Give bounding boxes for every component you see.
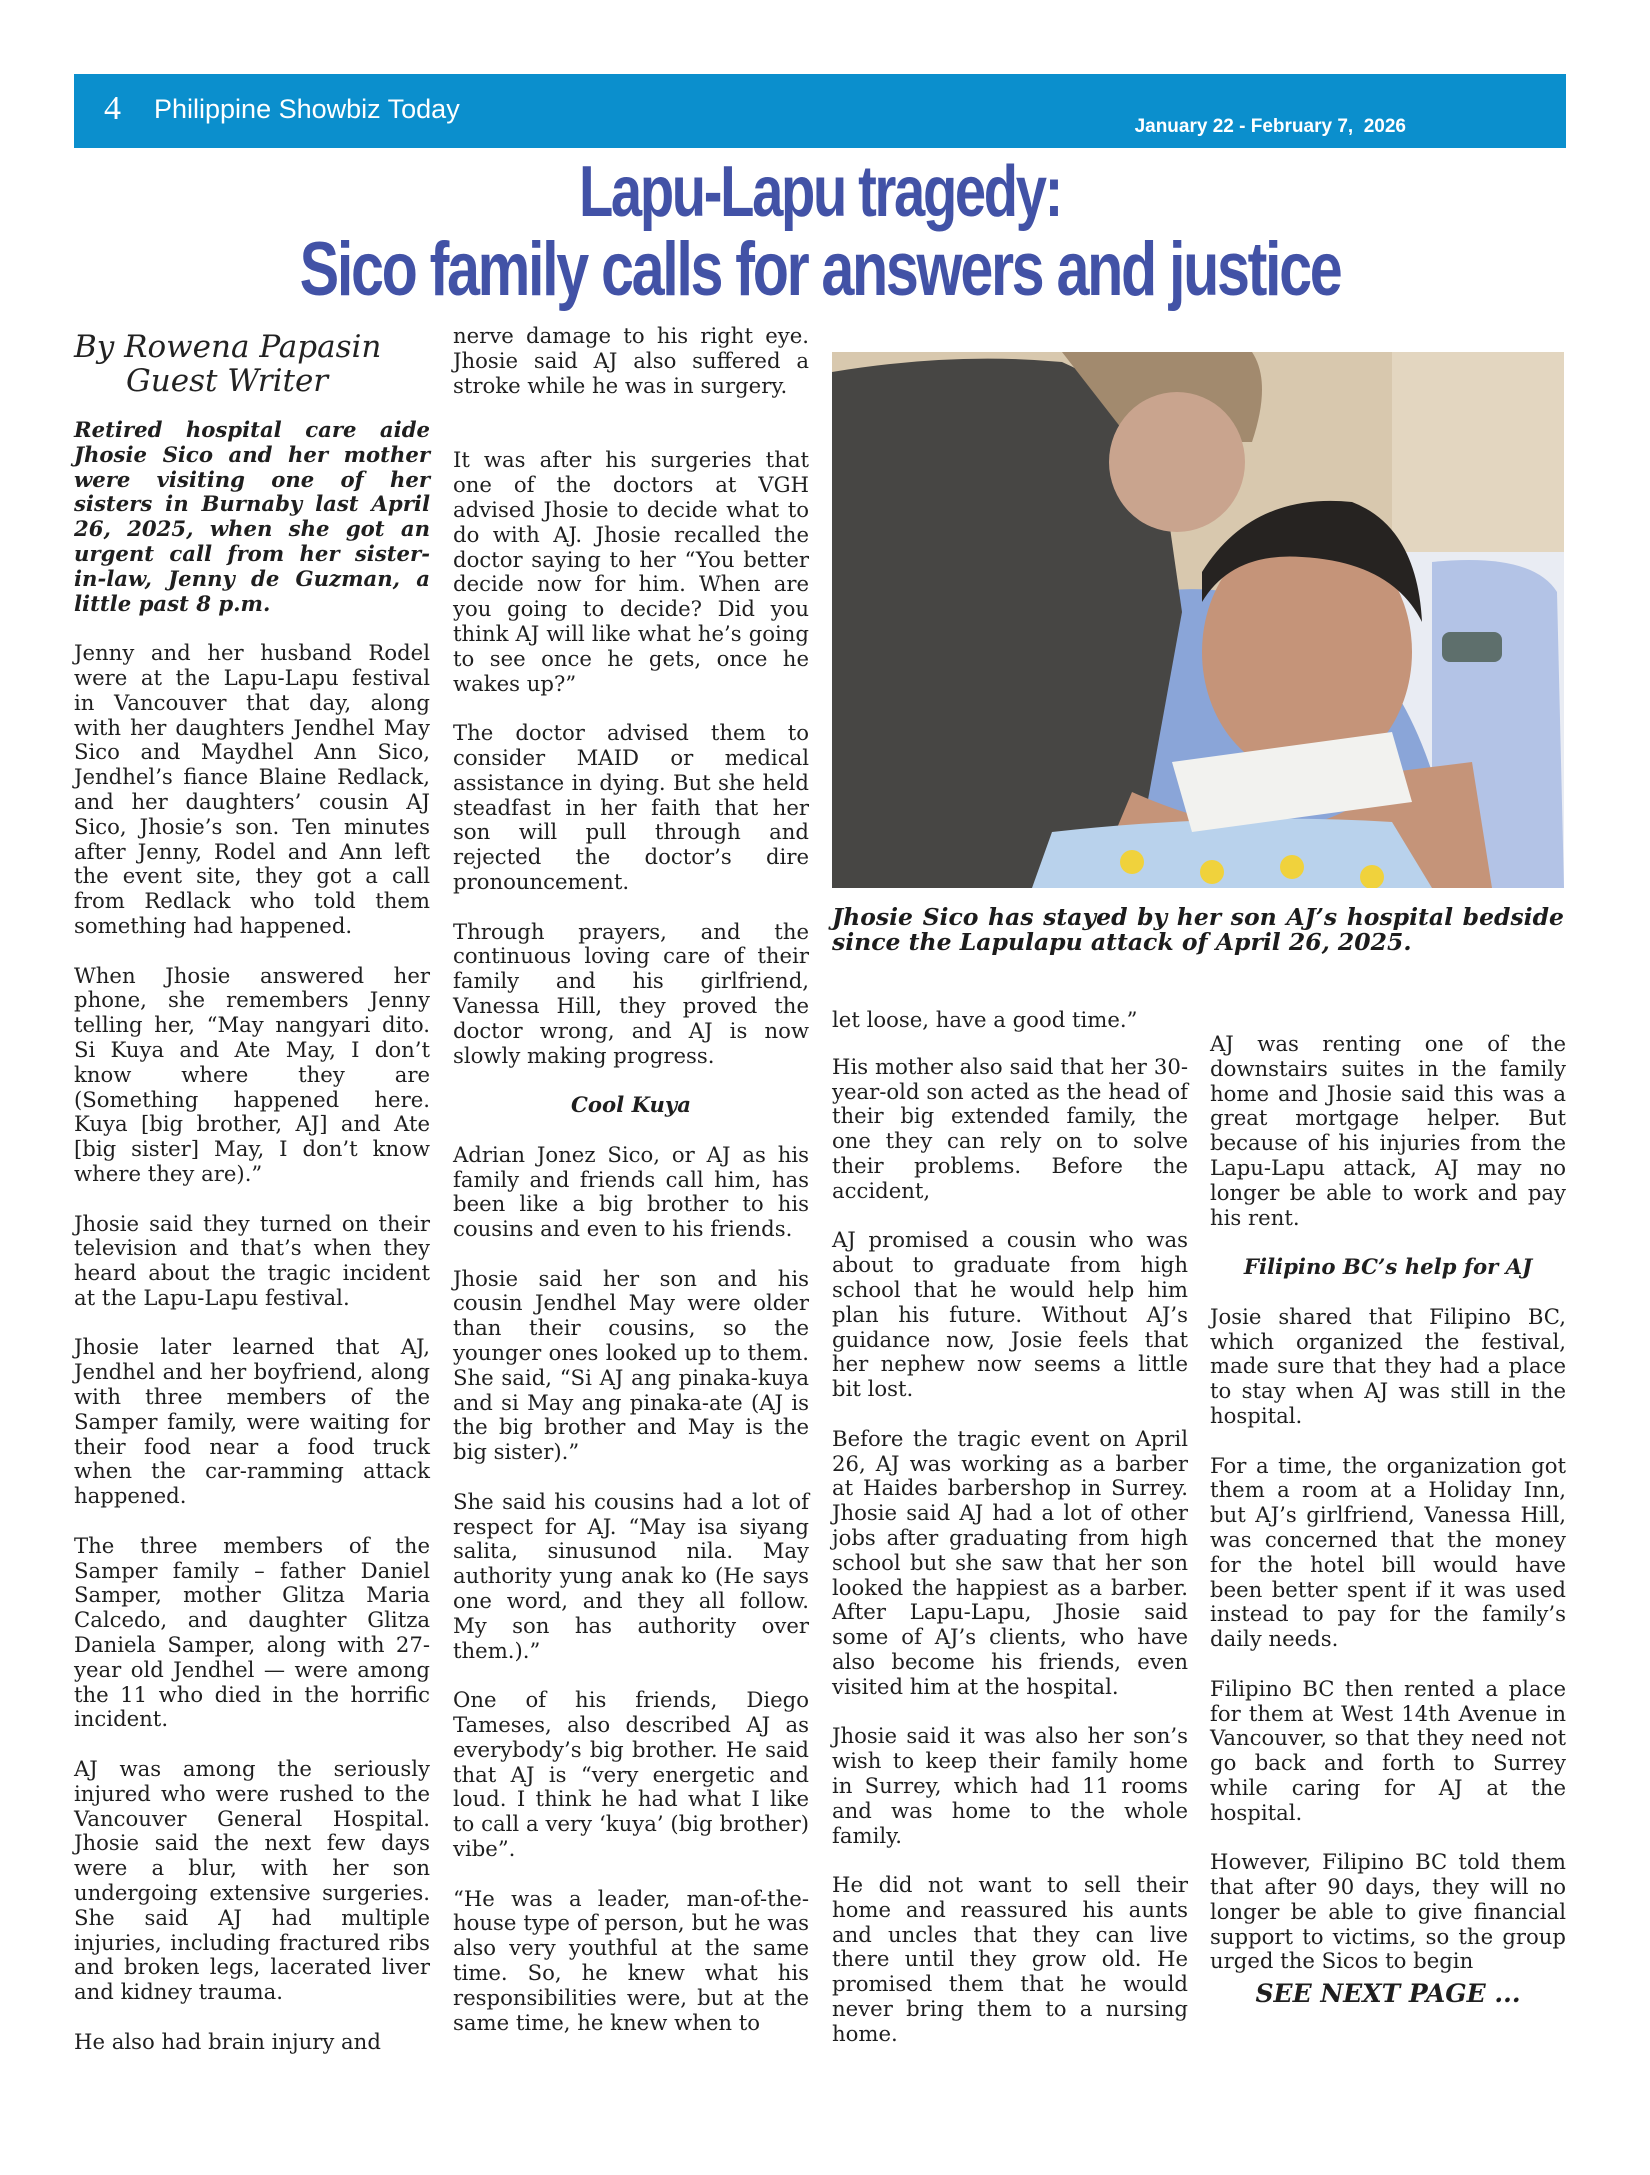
subhead-filipino-bc-help: Filipino BC’s help for AJ: [1243, 1254, 1533, 1280]
subhead-cool-kuya: Cool Kuya: [571, 1092, 691, 1118]
photo-mother-kissing-son-in-hospital-bed: [832, 352, 1564, 888]
paragraph: Jhosie said her son and his cousin Jendhel May were older than their cousins, so the younger ones looked up to them. She said, “Si AJ ang pinaka-kuya and si May ang pinaka-ate (AJ is the big brother and May is the big sister).”: [453, 1265, 809, 1465]
byline-role: Guest Writer: [126, 363, 329, 399]
column-1: [74, 330, 430, 2079]
paragraph: He did not want to sell their home and reassured his aunts and uncles that they can live there until they grow old. He promised them that he would never bring them to a nursing home.: [832, 1872, 1188, 2046]
column-4: [1210, 1032, 1566, 2007]
paragraph: Josie shared that Filipino BC, which organized the festival, made sure that they had a place to stay when AJ was still in the hospital.: [1210, 1303, 1566, 1428]
paragraph: His mother also said that her 30-year-old son acted as the head of their big extended family, the one they can rely on to solve their problems. Before the accident,: [832, 1053, 1188, 1203]
column-3: [832, 1008, 1188, 2071]
headline-line-2: Sico family calls for answers and justice: [299, 227, 1341, 312]
headline-line-1: Lapu-Lapu tragedy:: [578, 152, 1062, 232]
paragraph: When Jhosie answered her phone, she remembers Jenny telling her, “May nangyari dito. Si Kuya and Ate May, I don’t know where they are (Something happened here. Kuya [big brother, AJ] and Ate [big sister] May, I don’t know where they are).”: [74, 962, 430, 1186]
publication-name: Philippine Showbiz Today: [154, 94, 460, 124]
page-number: 4: [104, 90, 121, 127]
paragraph: AJ promised a cousin who was about to graduate from high school that he would help him plan his future. Without AJ’s guidance now, Josie feels that her nephew now seems a little bit lost.: [832, 1227, 1188, 1402]
paragraph: let loose, have a good time.”: [832, 1007, 1138, 1032]
byline: [74, 330, 430, 398]
paragraph: Through prayers, and the continuous loving care of their family and his girlfriend, Vanessa Hill, they proved the doctor wrong, and AJ is now slowly making progress.: [453, 918, 809, 1068]
see-next-page-link[interactable]: SEE NEXT PAGE ...: [1255, 1979, 1521, 2009]
paragraph: Jhosie said it was also her son’s wish to keep their family home in Surrey, which had 11 rooms and was home to the whole family.: [832, 1723, 1188, 1848]
paragraph: Jhosie said they turned on their television and that’s when they heard about the tragic incident at the Lapu-Lapu festival.: [74, 1210, 430, 1310]
paragraph: For a time, the organization got them a room at a Holiday Inn, but AJ’s girlfriend, Vanessa Hill, was concerned that the money for the hotel bill would have been better spent if it was used instead to pay for the family’s daily needs.: [1210, 1452, 1566, 1652]
paragraph: The three members of the Samper family – father Daniel Samper, mother Glitza Maria Calcedo, and daughter Glitza Daniela Samper, along with 27-year old Jendhel — were among the 11 who died in the horrific incident.: [74, 1532, 430, 1732]
paragraph: It was after his surgeries that one of the doctors at VGH advised Jhosie to decide what to do with AJ. Jhosie recalled the doctor saying to her “You better decide now for him. When are you going to decide? Did you think AJ will like what he’s going to see once he gets, once he wakes up?”: [453, 447, 809, 696]
paragraph: Filipino BC then rented a place for them at West 14th Avenue in Vancouver, so that they need not go back and forth to Surrey while caring for AJ at the hospital.: [1210, 1675, 1566, 1825]
paragraph: Jhosie later learned that AJ, Jendhel and her boyfriend, along with three members of the Samper family, were waiting for their food near a food truck when the car-ramming attack happened.: [74, 1334, 430, 1509]
article-photo: [832, 352, 1564, 888]
lede-paragraph: Retired hospital care aide Jhosie Sico and her mother were visiting one of her sisters in Burnaby last April 26, 2025, when she got an urgent call from her sister-in-law, Jenny de Guzman, a little past 8 p.m.: [74, 417, 430, 616]
paragraph: She said his cousins had a lot of respect for AJ. “May isa siyang salita, sinusunod nila. May authority yung anak ko (He says one word, and they all follow. My son has authority over them.).”: [453, 1488, 809, 1663]
paragraph: He also had brain injury and: [74, 2028, 381, 2054]
paragraph: However, Filipino BC told them that after 90 days, they will no longer be able to give financial support to victims, so the group urged the Sicos to begin: [1210, 1849, 1566, 1974]
paragraph: “He was a leader, man-of-the-house type of person, but he was also very youthful at the same time. So, he knew what his responsibilities were, but at the same time, he knew when to: [453, 1885, 809, 2035]
column-2: [453, 324, 809, 2060]
paragraph: Jenny and her husband Rodel were at the Lapu-Lapu festival in Vancouver that day, along with her daughters Jendhel May Sico and Maydhel Ann Sico, Jendhel’s fiance Blaine Redlack, and her daughters’ cousin AJ Sico, Jhosie’s son. Ten minutes after Jenny, Rodel and Ann left the event site, they got a call from Redlack who told them something had happened.: [74, 640, 430, 938]
issue-date: January 22 - February 7, 2026: [1134, 116, 1406, 137]
paragraph: The doctor advised them to consider MAID or medical assistance in dying. But she held steadfast in her faith that her son will pull through and rejected the doctor’s dire pronouncement.: [453, 720, 809, 894]
paragraph: AJ was renting one of the downstairs suites in the family home and Jhosie said this was a great mortgage helper. But because of his injuries from the Lapu-Lapu attack, AJ may no longer be able to work and pay his rent.: [1210, 1031, 1566, 1230]
paragraph: Adrian Jonez Sico, or AJ as his family and friends call him, has been like a big brother to his cousins and even to his friends.: [453, 1141, 809, 1242]
paragraph: Before the tragic event on April 26, AJ was working as a barber at Haides barbershop in Surrey. Jhosie said AJ had a lot of other jobs after graduating from high school but she saw that her son looked the happiest as a barber. After Lapu-Lapu, Jhosie said some of AJ’s clients, who have also become his friends, even visited him at the hospital.: [832, 1425, 1188, 1699]
byline-author: By Rowena Papasin: [74, 329, 382, 365]
page-header-bar: [74, 74, 1566, 148]
paragraph: One of his friends, Diego Tameses, also described AJ as everybody’s big brother. He said that AJ is “very energetic and loud. I think he had what I like to call a very ‘kuya’ (big brother) vibe”.: [453, 1687, 809, 1862]
paragraph: AJ was among the seriously injured who were rushed to the Vancouver General Hospital. Jhosie said the next few days were a blur, with her son undergoing extensive surgeries. She said AJ had multiple injuries, including fractured ribs and broken legs, lacerated liver and kidney trauma.: [74, 1756, 430, 2005]
paragraph: nerve damage to his right eye. Jhosie said AJ also suffered a stroke while he was in surgery.: [453, 323, 809, 398]
photo-caption: Jhosie Sico has stayed by her son AJ’s hospital bedside since the Lapulapu attack of April 26, 2025.: [832, 903, 1564, 956]
